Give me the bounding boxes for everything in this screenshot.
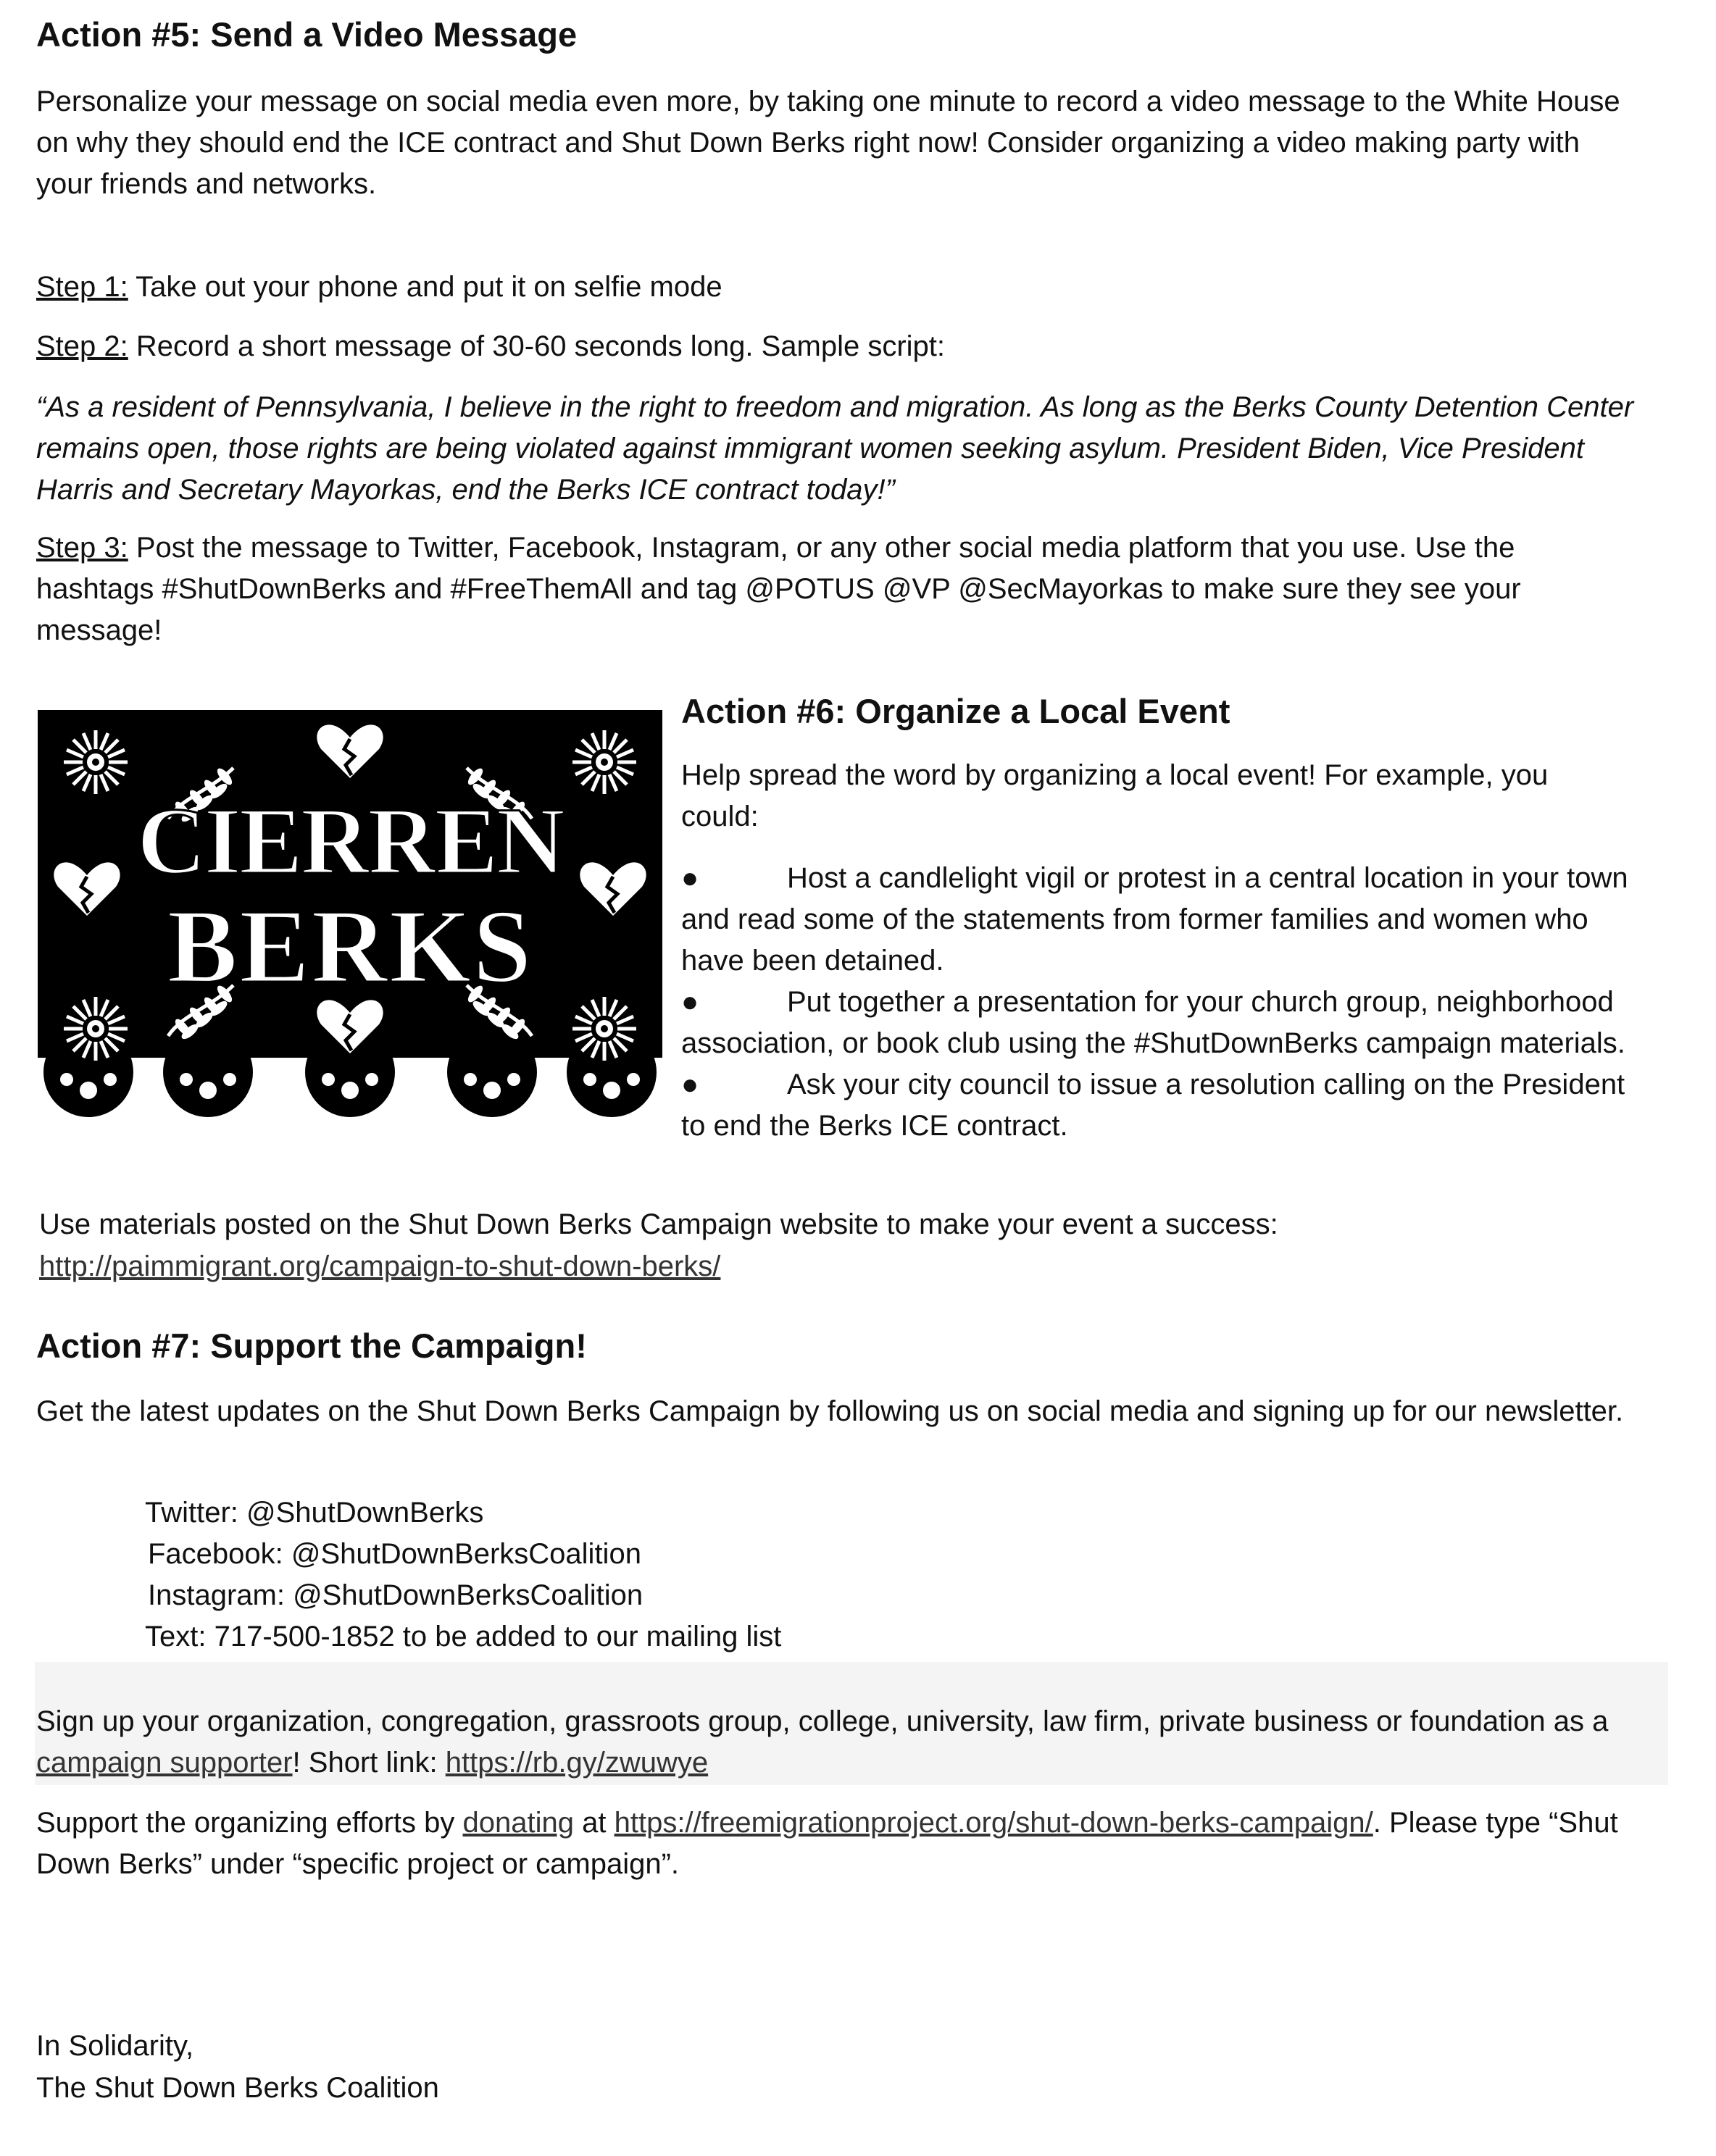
cierren-berks-banner (38, 710, 662, 1140)
donate-text-1: Support the organizing efforts by (36, 1807, 463, 1839)
banner-line2: BERKS (167, 887, 533, 1005)
bullet-first-line: Host a candlelight vigil or protest in a central location (787, 862, 1464, 894)
bullet-item-council (681, 1064, 1630, 1147)
bullet-icon: ● (681, 862, 699, 894)
step1 (36, 267, 1630, 308)
bullet-item-vigil (681, 858, 1630, 982)
step3-label: Step 3: (36, 532, 128, 564)
social-handles-list (145, 1492, 781, 1658)
materials-link[interactable]: http://paimmigrant.org/campaign-to-shut-down-berks/ (39, 1250, 721, 1282)
bullet-icon: ● (681, 1069, 699, 1100)
papel-picado-image (38, 710, 662, 1140)
step2-text: Record a short message of 30-60 seconds long. Sample script: (128, 330, 946, 362)
action7-intro: Get the latest updates on the Shut Down Berks Campaign by following us on social media and signing up for our newsletter. (36, 1395, 1624, 1427)
step1-text: Take out your phone and put it on selfie mode (128, 271, 722, 303)
signup-text-2: ! Short link: (292, 1747, 446, 1779)
closing-signature: The Shut Down Berks Coalition (36, 2072, 439, 2104)
step3 (36, 527, 1638, 651)
action5-intro: Personalize your message on social media even more, by taking one minute to record a video message to the White House on why they should end the ICE contract and Shut Down Berks right now! Consider organizing a video making party with your friends and networks. (36, 85, 1620, 200)
action6-heading: Action #6: Organize a Local Event (681, 692, 1230, 730)
bullet-rest: President to end the Berks ICE contract. (681, 1069, 1625, 1142)
campaign-supporter-link[interactable]: campaign supporter (36, 1747, 293, 1779)
step2-label: Step 2: (36, 330, 128, 362)
donate-paragraph (36, 1802, 1674, 1885)
action7-heading: Action #7: Support the Campaign! (36, 1326, 587, 1365)
bullet-icon: ● (681, 986, 699, 1018)
action5-heading: Action #5: Send a Video Message (36, 15, 578, 54)
banner-line1: CIERREN (137, 787, 563, 894)
social-instagram: Instagram: @ShutDownBerksCoalition (148, 1579, 644, 1611)
step3-text: Post the message to Twitter, Facebook, Instagram, or any other social media platform that you use. Use the hashtags #ShutDownBerks and #FreeThemAll and tag @POTUS @VP @SecMayorkas to make sure they see your message! (36, 532, 1521, 646)
action6-intro: Help spread the word by organizing a local event! For example, you could: (681, 759, 1549, 832)
action6-bullet-list (681, 858, 1630, 1147)
materials-link-line (39, 1246, 720, 1287)
social-twitter: Twitter: @ShutDownBerks (145, 1497, 484, 1529)
donate-url-link[interactable]: https://freemigrationproject.org/shut-down-berks-campaign/ (614, 1807, 1373, 1839)
bullet-item-presentation (681, 982, 1630, 1064)
bullet-rest: in your town and read some of the statements from former families and women who have been detained. (681, 862, 1628, 977)
closing-line1: In Solidarity, (36, 2030, 194, 2062)
social-text-line: Text: 717-500-1852 to be added to our mailing list (145, 1621, 782, 1652)
signup-paragraph (36, 1701, 1674, 1784)
materials-text: Use materials posted on the Shut Down Berks Campaign website to make your event a success: (39, 1208, 1278, 1240)
donate-text-3: . Please type “Shut Down Berks” under “specific project or campaign”. (36, 1807, 1618, 1880)
social-facebook: Facebook: @ShutDownBerksCoalition (148, 1538, 641, 1570)
bullet-rest: neighborhood association, or book club using the #ShutDownBerks campaign materials. (681, 986, 1625, 1059)
bullet-first-line: Ask your city council to issue a resolution calling on the (787, 1069, 1495, 1100)
short-link[interactable]: https://rb.gy/zwuwye (445, 1747, 709, 1779)
donating-link[interactable]: donating (462, 1807, 574, 1839)
bullet-first-line: Put together a presentation for your church group, (787, 986, 1428, 1018)
step1-label: Step 1: (36, 271, 128, 303)
step2 (36, 326, 1630, 367)
donate-text-2: at (574, 1807, 615, 1839)
signup-text-1: Sign up your organization, congregation, grassroots group, college, university, law firm, private business or foundation as a (36, 1705, 1609, 1737)
sample-script: “As a resident of Pennsylvania, I believe in the right to freedom and migration. As long as the Berks County Detention Center remains open, those rights are being violated against immigrant women seeking asylum. President Biden, Vice President Harris and Secretary Mayorkas, end the Berks ICE contract today!” (36, 391, 1634, 506)
